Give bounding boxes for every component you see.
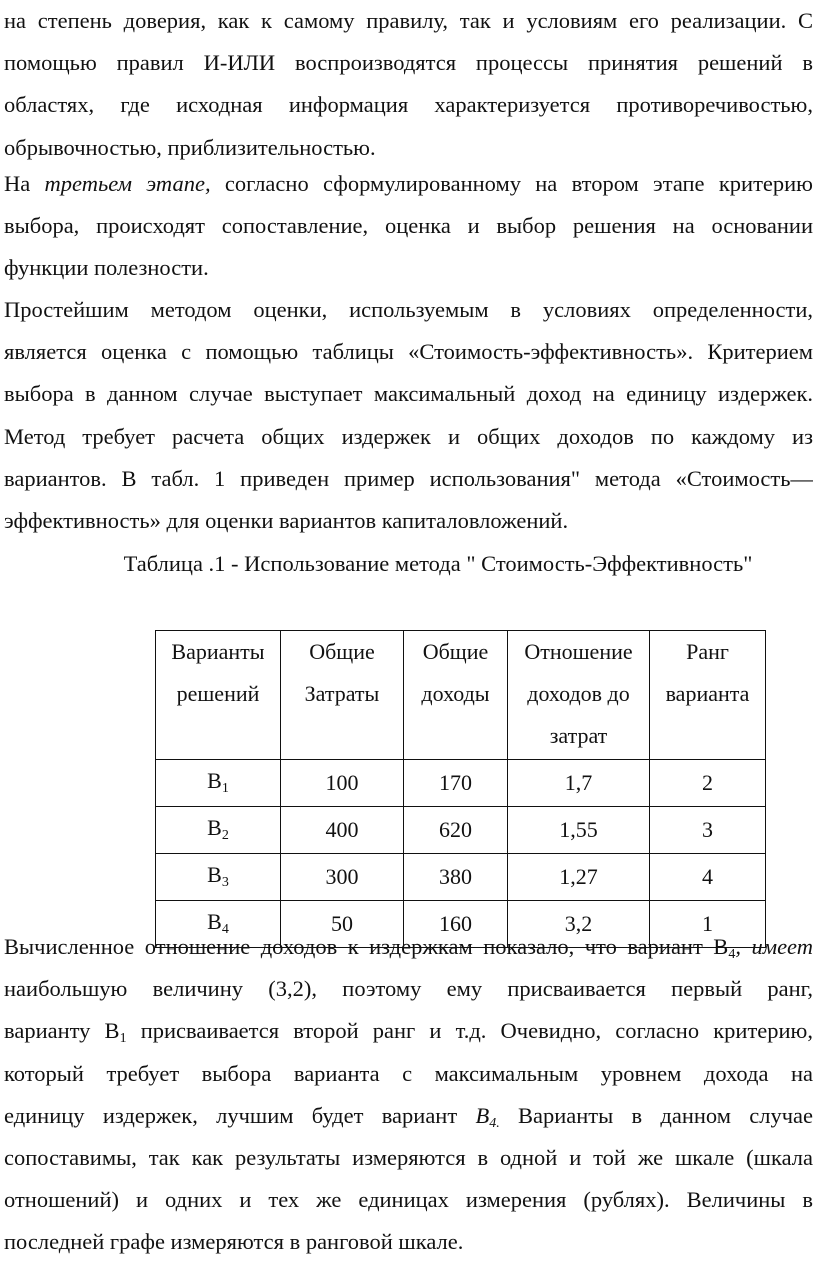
header-text: доходы [421, 681, 490, 706]
header-text: доходов до [527, 681, 630, 706]
header-text: Отношение [524, 639, 633, 664]
rank-cell: 3 [650, 807, 766, 854]
text-span: варианту В [4, 1018, 120, 1044]
subscript-text: 4. [489, 1115, 500, 1131]
text-span: Вычисленное отношение доходов к издержкам показало, что вариант В [4, 934, 729, 959]
text-line [4, 1095, 813, 1137]
variant-letter: В [207, 815, 222, 840]
text-line: функции полезности. [4, 255, 209, 281]
variant-letter: В [207, 862, 222, 887]
income-cell: 160 [404, 901, 508, 948]
text-line: наибольшую величину (3,2), поэтому ему присваивается первый ранг, [4, 976, 813, 1002]
cost-cell: 100 [281, 760, 404, 807]
rank-cell: 2 [650, 760, 766, 807]
text-line [4, 1010, 813, 1052]
text-line: выбора в данном случае выступает максимальный доход на единицу издержек. [4, 381, 813, 407]
ratio-cell: 1,55 [508, 807, 650, 854]
variant-cell [156, 807, 281, 854]
text-line: обрывочностью, приблизительностью. [4, 134, 376, 160]
text-line: отношений) и одних и тех же единицах измерения (рублях). Величины в [4, 1187, 813, 1213]
header-cell-rank [650, 631, 766, 760]
header-cell-cost [281, 631, 404, 760]
header-text: Варианты [171, 639, 265, 664]
header-text: Ранг [686, 639, 729, 664]
header-text: затрат [549, 723, 608, 748]
table-row [156, 854, 766, 901]
header-text: решений [176, 681, 260, 706]
cost-cell: 50 [281, 901, 404, 948]
paragraph-3 [4, 289, 813, 542]
text-line [4, 163, 813, 205]
table-caption: Таблица .1 - Использование метода " Стоимость-Эффективность" [123, 551, 753, 576]
cost-cell: 400 [281, 807, 404, 854]
text-line: который требует выбора варианта с максимальным уровнем дохода на [4, 1060, 813, 1086]
text-line: сопоставимы, так как результаты измеряются в одной и той же шкале (шкала [4, 1144, 813, 1170]
text-line: вариантов. В табл. 1 приведен пример использования" метода «Стоимость— [4, 465, 813, 491]
text-span: присваивается второй ранг и т.д. Очевидно, согласно критерию, [126, 1018, 813, 1044]
subscript-text: 1 [119, 1031, 127, 1047]
variant-subscript: 2 [221, 828, 229, 843]
table-header-row [156, 631, 766, 760]
variant-cell [156, 760, 281, 807]
text-line: является оценка с помощью таблицы «Стоимость-эффективность». Критерием [4, 339, 813, 365]
header-cell-variants [156, 631, 281, 760]
header-cell-income [404, 631, 508, 760]
variant-subscript: 1 [221, 781, 229, 796]
header-text: Общие [422, 639, 489, 664]
header-text: Затраты [304, 681, 380, 706]
text-line: областях, где исходная информация характеризуется противоречивостью, [4, 92, 813, 118]
income-cell: 170 [404, 760, 508, 807]
emphasis-text: третьем этапе, [44, 171, 211, 196]
rank-cell: 1 [650, 901, 766, 948]
header-text: Общие [309, 639, 375, 664]
variant-subscript: 4 [221, 922, 229, 937]
variant-cell [156, 854, 281, 901]
variant-letter: В [207, 909, 222, 934]
variant-subscript: 3 [221, 875, 229, 890]
paragraph-1 [4, 0, 813, 169]
income-cell: 380 [404, 854, 508, 901]
text-line: выбора, происходят сопоставление, оценка и выбор решения на основании [4, 213, 813, 239]
rank-cell: 4 [650, 854, 766, 901]
header-text: варианта [665, 681, 750, 706]
text-line: последней графе измеряются в ранговой шкале. [4, 1229, 464, 1255]
table-row [156, 807, 766, 854]
ratio-cell: 1,7 [508, 760, 650, 807]
income-cell: 620 [404, 807, 508, 854]
table-row [156, 760, 766, 807]
paragraph-2 [4, 163, 813, 290]
ratio-cell: 1,27 [508, 854, 650, 901]
emphasis-text: , имеет [735, 934, 813, 959]
text-span: единицу издержек, лучшим будет вариант [4, 1102, 476, 1128]
header-cell-ratio [508, 631, 650, 760]
ratio-cell: 3,2 [508, 901, 650, 948]
text-line: Метод требует расчета общих издержек и общих доходов по каждому из [4, 423, 813, 449]
text-span: На [4, 171, 45, 196]
variant-letter: В [207, 768, 222, 793]
text-line [4, 926, 813, 968]
text-span: согласно сформулированному на втором этапе критерию [210, 171, 813, 196]
paragraph-4 [4, 926, 813, 1264]
text-line: помощью правил И-ИЛИ воспроизводятся процессы принятия решений в [4, 50, 813, 76]
text-span: Варианты в данном случае [499, 1102, 813, 1128]
text-line: эффективность» для оценки вариантов капиталовложений. [4, 507, 569, 533]
subscript-text: 4 [728, 947, 736, 962]
text-line: на степень доверия, как к самому правилу, так и условиям его реализации. С [4, 8, 813, 33]
emphasis-text: В [475, 1102, 490, 1128]
cost-cell: 300 [281, 854, 404, 901]
text-line: Простейшим методом оценки, используемым в условиях определенности, [4, 297, 813, 322]
data-table [155, 630, 766, 948]
